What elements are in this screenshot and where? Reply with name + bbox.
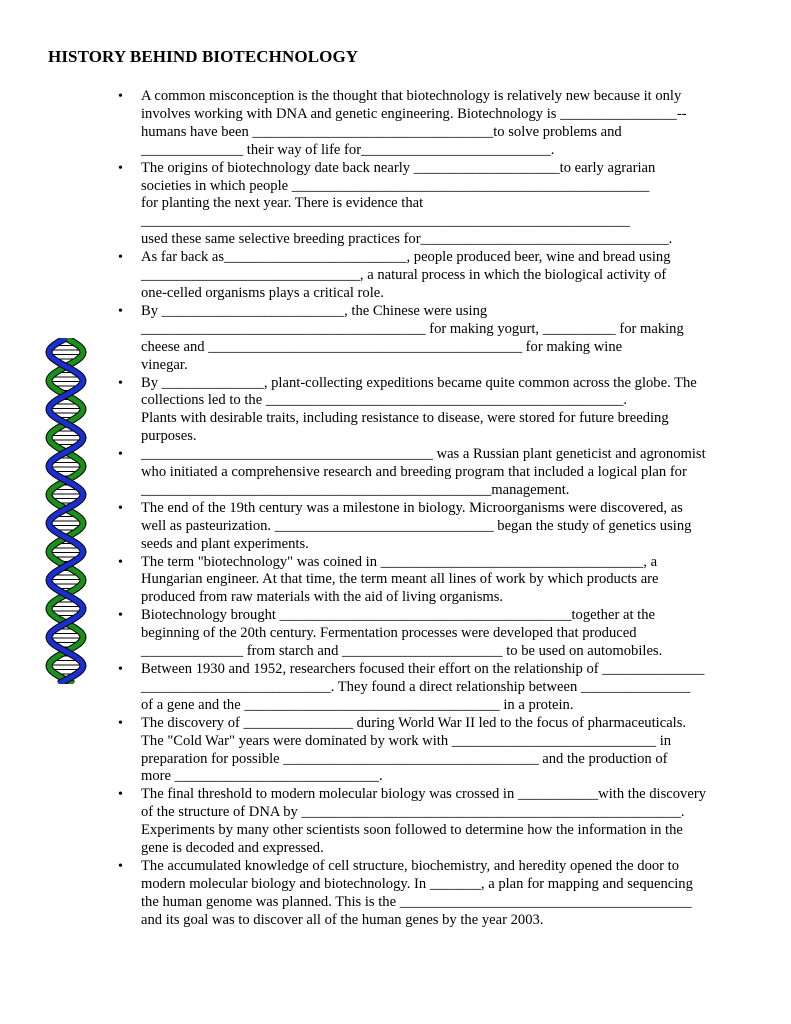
list-item-line: • The discovery of _______________ during World War II led to the focus of pharmaceuticals.: [141, 714, 687, 731]
list-item-line: • The term "biotechnology" was coined in ____________________________________, a: [141, 553, 658, 570]
list-item-line: The "Cold War" years were dominated by work with ____________________________ in: [141, 732, 672, 749]
list-item-line: ___________________________________________________________________: [141, 213, 630, 230]
list-item-line: collections led to the _________________________________________________.: [141, 392, 628, 409]
list-item-line: __________________________. They found a direct relationship between _______________: [141, 678, 691, 695]
list-item-line: involves working with DNA and genetic engineering. Biotechnology is ________________--: [141, 105, 687, 122]
list-item-line: Plants with desirable traits, including resistance to disease, were stored for future breeding: [141, 410, 669, 427]
list-item-line: preparation for possible ___________________________________ and the production of: [141, 750, 668, 767]
list-item-line: seeds and plant experiments.: [141, 535, 309, 552]
list-item-line: beginning of the 20th century. Fermentation processes were developed that produced: [141, 625, 637, 642]
page-title: HISTORY BEHIND BIOTECHNOLOGY: [48, 47, 359, 66]
list-item-line: of the structure of DNA by ____________________________________________________.: [141, 804, 685, 821]
list-item-line: well as pasteurization. ______________________________ began the study of genetics using: [141, 517, 692, 534]
list-item-line: the human genome was planned. This is the ________________________________________: [141, 893, 692, 910]
list-item-line: of a gene and the ___________________________________ in a protein.: [141, 696, 574, 713]
list-item-line: • As far back as_________________________, people produced beer, wine and bread using: [141, 249, 671, 266]
list-item-line: • Between 1930 and 1952, researchers focused their effort on the relationship of ______________: [141, 661, 705, 677]
list-item-line: ______________________________, a natural process in which the biological activity of: [141, 267, 667, 284]
list-item-line: • The end of the 19th century was a milestone in biology. Microorganisms were discovered, as: [141, 499, 683, 516]
list-item: [118, 786, 748, 858]
list-item-line: • The accumulated knowledge of cell structure, biochemistry, and heredity opened the door to: [141, 857, 680, 874]
list-item: [118, 715, 748, 787]
list-item-line: ________________________________________________management.: [141, 481, 570, 498]
list-item: [118, 160, 748, 250]
list-item-line: gene is decoded and expressed.: [141, 840, 324, 857]
list-item: [118, 554, 748, 608]
list-item-line: ______________ from starch and ______________________ to be used on automobiles.: [141, 643, 663, 660]
list-item-line: humans have been _________________________________to solve problems and: [141, 123, 622, 140]
list-item: [118, 303, 748, 375]
list-item-line: produced from raw materials with the aid of living organisms.: [141, 589, 504, 606]
list-item-line: cheese and ___________________________________________ for making wine: [141, 338, 623, 355]
list-item-line: Hungarian engineer. At that time, the term meant all lines of work by which products are: [141, 571, 659, 588]
list-item-line: for planting the next year. There is evidence that: [141, 195, 424, 212]
list-item-line: • Biotechnology brought ________________________________________together at the: [141, 607, 655, 624]
list-item-line: societies in which people _________________________________________________: [141, 177, 650, 194]
list-item-line: • A common misconception is the thought that biotechnology is relatively new because it only: [141, 88, 682, 104]
list-item: [118, 858, 748, 930]
list-item-line: modern molecular biology and biotechnology. In _______, a plan for mapping and sequencing: [141, 875, 693, 892]
list-item-line: one-celled organisms plays a critical role.: [141, 284, 384, 301]
list-item: [118, 446, 748, 500]
list-item-line: • The origins of biotechnology date back nearly ____________________to early agrarian: [141, 159, 656, 176]
list-item: [118, 249, 748, 303]
list-item-line: • By _________________________, the Chinese were using: [141, 302, 488, 319]
list-item: [118, 500, 748, 554]
list-item-line: • By ______________, plant-collecting expeditions became quite common across the globe. The: [141, 374, 697, 391]
list-item-line: Experiments by many other scientists soon followed to determine how the information in the: [141, 822, 683, 839]
list-item-line: used these same selective breeding practices for__________________________________.: [141, 231, 673, 248]
list-item-line: • ________________________________________ was a Russian plant geneticist and agronomist: [141, 446, 706, 463]
list-item-line: vinegar.: [141, 356, 188, 373]
list-item: [118, 88, 748, 160]
list-item: [118, 375, 748, 447]
list-item-line: purposes.: [141, 428, 197, 445]
list-item-line: who initiated a comprehensive research and breeding program that included a logical plan for: [141, 464, 687, 481]
list-item: [118, 607, 748, 661]
dna-double-helix-image: [44, 338, 88, 684]
list-item-line: and its goal was to discover all of the human genes by the year 2003.: [141, 911, 544, 928]
list-item-line: _______________________________________ for making yogurt, __________ for making: [141, 320, 684, 337]
history-list: [118, 88, 748, 930]
list-item: [118, 661, 748, 715]
list-item-line: ______________ their way of life for__________________________.: [141, 141, 555, 158]
list-item-line: more ____________________________.: [141, 768, 383, 785]
list-item-line: • The final threshold to modern molecular biology was crossed in ___________with the discovery: [141, 786, 706, 803]
